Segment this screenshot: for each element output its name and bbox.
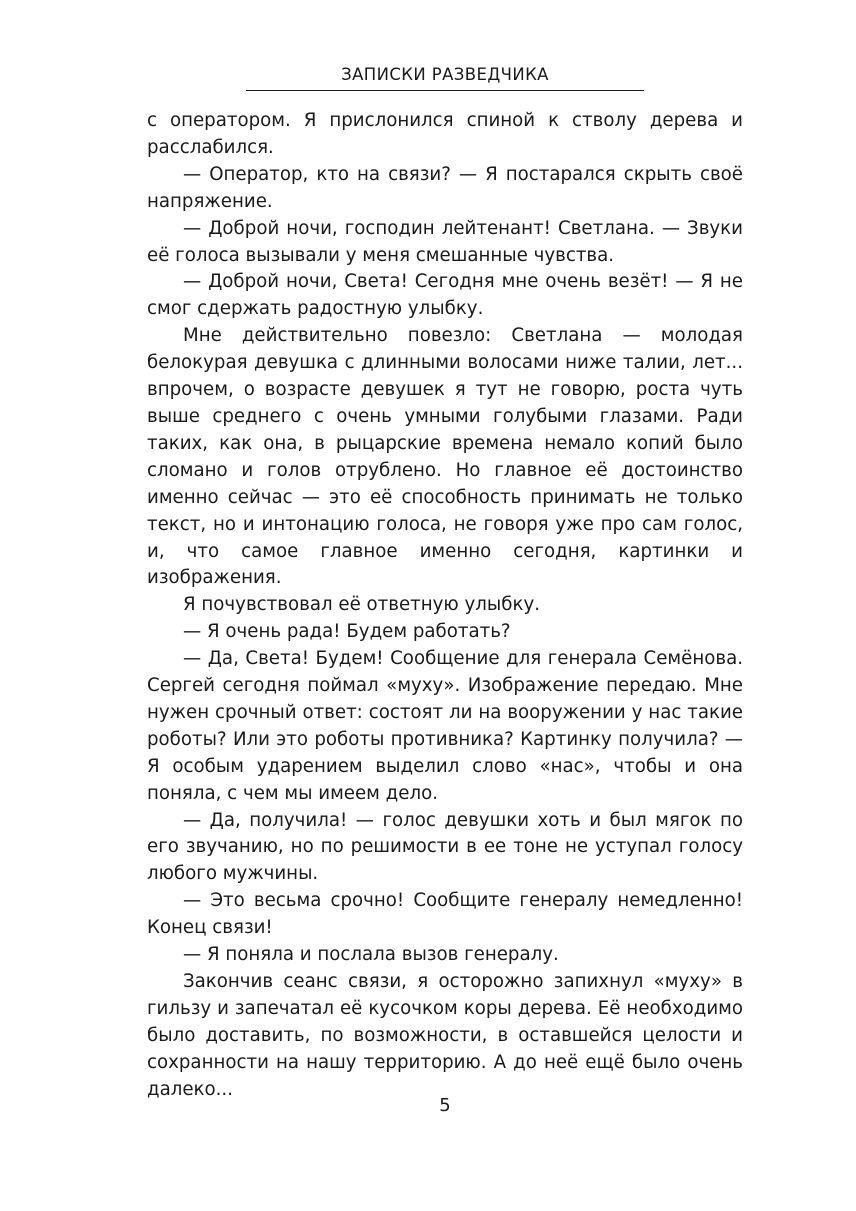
paragraph: — Да, Света! Будем! Сообщение для генерала Семёнова. Сергей сегодня поймал «муху». Изображение передаю. Мне нужен срочный ответ: состоят ли на вооружении у нас такие роботы? Или это роботы противника? Картинку получила? — Я особым ударением выделил слово «нас», чтобы и она поняла, с чем мы имеем дело. <box>147 648 743 804</box>
paragraph: — Я поняла и послала вызов генералу. <box>183 944 559 966</box>
paragraph: Закончив сеанс связи, я осторожно запихнул «муху» в гильзу и запечатал её кусочком коры дерева. Её необходимо было доставить, по возможности, в оставшейся целости и сохранности на нашу территорию. А до неё ещё было очень далеко... <box>147 971 743 1100</box>
running-header-title: ЗАПИСКИ РАЗВЕДЧИКА <box>246 64 644 91</box>
text-body <box>147 108 743 1104</box>
paragraph: — Это весьма срочно! Сообщите генералу немедленно! Конец связи! <box>147 890 743 939</box>
paragraph: Я почувствовал её ответную улыбку. <box>183 594 541 616</box>
paragraph: — Доброй ночи, господин лейтенант! Светлана. — Звуки её голоса вызывали у меня смешанные чувства. <box>147 217 743 266</box>
page-number: 5 <box>439 1095 451 1116</box>
paragraph: Мне действительно повезло: Светлана — молодая белокурая девушка с длинными волосами ниже талии, лет... впрочем, о возрасте девушек я тут не говорю, роста чуть выше среднего с очень умными голубыми глазами. Ради таких, как она, в рыцарские времена немало копий было сломано и голов отрублено. Но главное её достоинство именно сейчас — это её способность принимать не только текст, но и интонацию голоса, не говоря уже про сам голос, и, что самое главное именно сегодня, картинки и изображения. <box>147 325 743 589</box>
paragraph: с оператором. Я прислонился спиной к стволу дерева и расслабился. <box>147 110 743 158</box>
paragraph: — Оператор, кто на связи? — Я постарался скрыть своё напряжение. <box>147 163 743 212</box>
paragraph: — Да, получила! — голос девушки хоть и был мягок по его звучанию, но по решимости в ее тоне не уступал голосу любого мужчины. <box>147 809 743 885</box>
paragraph: — Доброй ночи, Света! Сегодня мне очень везёт! — Я не смог сдержать радостную улыбку. <box>147 271 743 320</box>
paragraph: — Я очень рада! Будем работать? <box>183 621 511 643</box>
